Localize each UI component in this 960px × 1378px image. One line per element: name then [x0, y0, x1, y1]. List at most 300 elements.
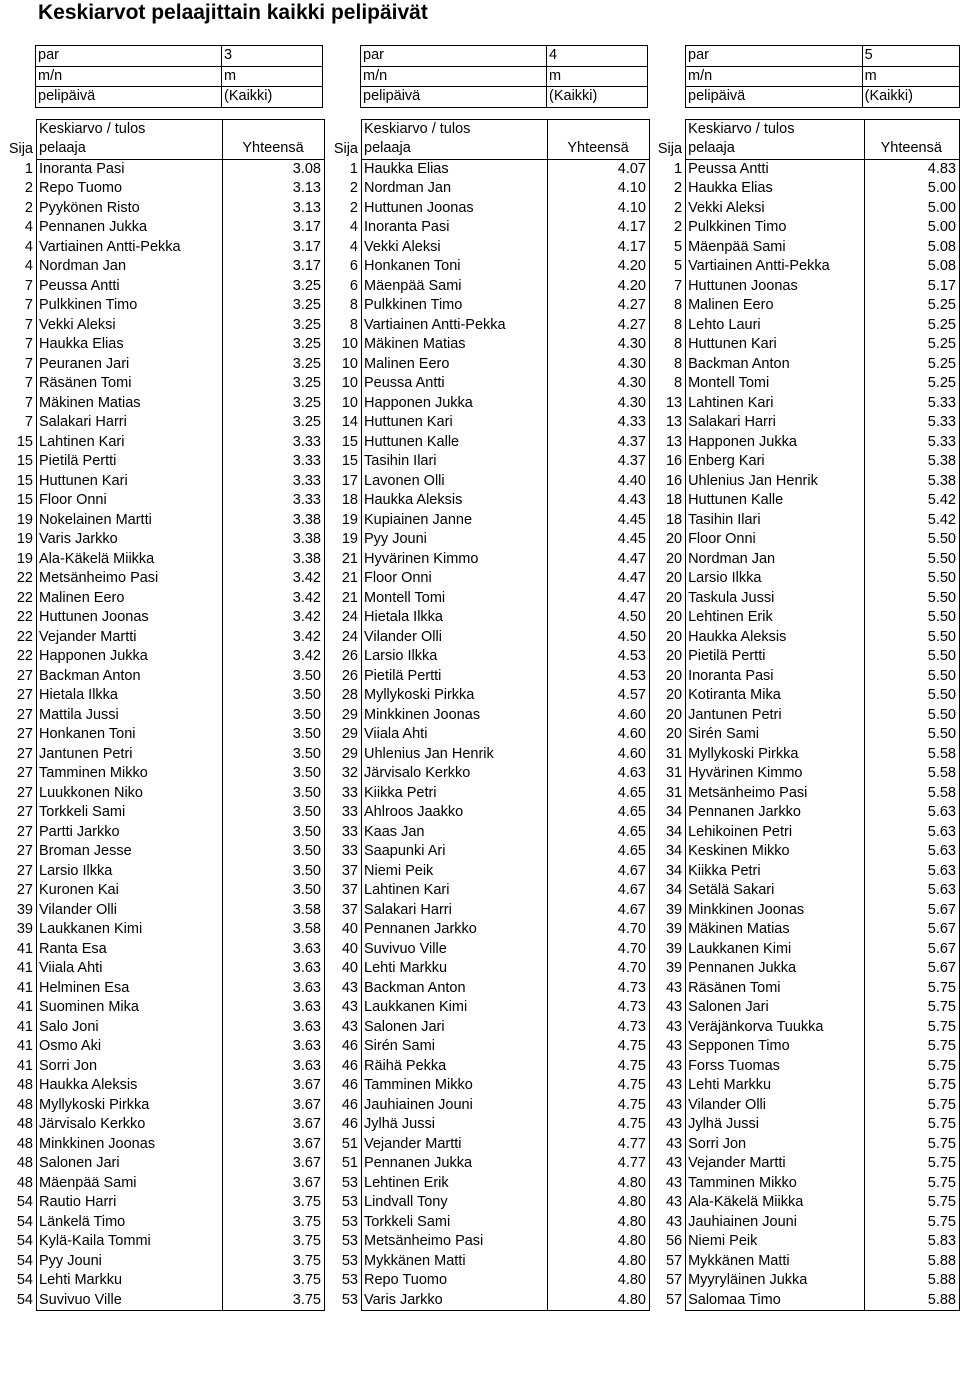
average-cell: 4.75 [548, 1076, 650, 1096]
average-cell: 5.75 [864, 1037, 959, 1057]
rank-cell: 6 [349, 258, 358, 275]
rank-cell: 4 [349, 238, 358, 255]
table-row [327, 589, 650, 609]
rank-cell: 37 [341, 901, 358, 918]
table-row [327, 1213, 650, 1233]
filter-label: m/n [361, 66, 547, 87]
table-row [2, 1057, 325, 1077]
rank-cell: 15 [16, 453, 33, 470]
filter-label: pelipäivä [36, 87, 222, 108]
rank-cell: 43 [665, 979, 683, 996]
average-cell: 5.75 [864, 998, 959, 1018]
table-row [327, 1232, 650, 1252]
average-cell: 4.53 [548, 647, 650, 667]
rank-cell: 18 [665, 511, 683, 528]
average-cell: 3.50 [223, 745, 325, 765]
average-cell: 3.13 [223, 179, 325, 199]
player-name-cell: Ahlroos Jaakko [362, 803, 548, 823]
player-name-cell: Malinen Eero [362, 355, 548, 375]
table-row [2, 218, 325, 238]
rank-cell: 51 [341, 1135, 358, 1152]
average-cell: 5.50 [864, 686, 959, 706]
average-cell: 4.80 [548, 1193, 650, 1213]
rank-cell: 19 [16, 550, 33, 567]
table-row [327, 413, 650, 433]
rank-cell: 7 [24, 277, 33, 294]
player-name-cell: Myllykoski Pirkka [686, 745, 865, 765]
rank-cell: 27 [16, 745, 33, 762]
average-cell: 4.53 [548, 667, 650, 687]
table-row [327, 901, 650, 921]
player-name-cell: Ala-Käkelä Miikka [686, 1193, 865, 1213]
filter-value[interactable]: m [547, 66, 648, 87]
average-cell: 5.67 [864, 901, 959, 921]
table-row [2, 823, 325, 843]
player-name-cell: Montell Tomi [686, 374, 865, 394]
player-name-cell: Salonen Jari [362, 1018, 548, 1038]
player-name-cell: Hyvärinen Kimmo [686, 764, 865, 784]
table-row [327, 316, 650, 336]
average-cell: 3.50 [223, 725, 325, 745]
player-name-cell: Vejander Martti [37, 628, 223, 648]
average-cell: 5.75 [864, 1213, 959, 1233]
average-cell: 4.60 [548, 725, 650, 745]
table-row [327, 1115, 650, 1135]
table-row [652, 433, 960, 453]
player-name-cell: Nordman Jan [686, 550, 865, 570]
player-name-cell: Hietala Ilkka [362, 608, 548, 628]
rank-cell: 16 [665, 472, 683, 489]
average-cell: 3.25 [223, 296, 325, 316]
player-name-cell: Veräjänkorva Tuukka [686, 1018, 865, 1038]
filter-label: par [361, 46, 547, 67]
rank-cell: 53 [341, 1174, 358, 1191]
table-row [2, 374, 325, 394]
rank-cell: 29 [341, 726, 358, 743]
player-name-cell: Lehtinen Erik [362, 1174, 548, 1194]
rank-cell: 4 [349, 219, 358, 236]
average-cell: 5.25 [864, 296, 959, 316]
player-name-cell: Suvivuo Ville [362, 940, 548, 960]
rank-cell: 43 [341, 999, 358, 1016]
average-cell: 3.33 [223, 452, 325, 472]
table-row [652, 764, 960, 784]
player-name-cell: Pulkkinen Timo [37, 296, 223, 316]
average-cell: 5.83 [864, 1232, 959, 1252]
player-header[interactable]: pelaaja [37, 139, 223, 159]
table-row [652, 355, 960, 375]
rank-cell: 20 [665, 726, 683, 743]
rank-cell: 43 [665, 1135, 683, 1152]
table-row [652, 1037, 960, 1057]
average-cell: 5.50 [864, 628, 959, 648]
rank-cell: 21 [341, 589, 358, 606]
table-row [327, 569, 650, 589]
table-row [327, 199, 650, 219]
rank-cell: 41 [16, 1057, 33, 1074]
player-name-cell: Jantunen Petri [37, 745, 223, 765]
player-name-cell: Sirén Sami [686, 725, 865, 745]
rank-cell: 43 [665, 1213, 683, 1230]
average-cell: 5.25 [864, 316, 959, 336]
table-row [2, 628, 325, 648]
rank-cell: 26 [341, 648, 358, 665]
table-row [652, 823, 960, 843]
player-name-cell: Pulkkinen Timo [686, 218, 865, 238]
filter-value[interactable]: (Kaikki) [862, 87, 959, 108]
player-name-cell: Tasihin Ilari [686, 511, 865, 531]
average-cell: 5.17 [864, 277, 959, 297]
table-row [2, 1096, 325, 1116]
filter-value[interactable]: (Kaikki) [547, 87, 648, 108]
table-row [652, 1076, 960, 1096]
table-row [2, 764, 325, 784]
average-cell: 4.10 [548, 199, 650, 219]
average-cell: 4.80 [548, 1291, 650, 1311]
rank-cell: 37 [341, 862, 358, 879]
average-cell: 3.50 [223, 842, 325, 862]
average-cell: 5.75 [864, 1115, 959, 1135]
rank-cell: 34 [665, 823, 683, 840]
table-row [652, 316, 960, 336]
rank-cell: 46 [341, 1077, 358, 1094]
average-cell: 3.38 [223, 511, 325, 531]
rank-cell: 40 [341, 921, 358, 938]
rank-cell: 57 [665, 1252, 683, 1269]
rank-cell: 43 [665, 1018, 683, 1035]
table-row [652, 979, 960, 999]
average-cell: 4.20 [548, 277, 650, 297]
player-name-cell: Montell Tomi [362, 589, 548, 609]
total-header: Yhteensä [223, 139, 325, 159]
player-name-cell: Haukka Aleksis [362, 491, 548, 511]
rank-cell: 32 [341, 765, 358, 782]
average-cell: 5.58 [864, 745, 959, 765]
player-name-cell: Pyy Jouni [37, 1252, 223, 1272]
rank-cell: 34 [665, 804, 683, 821]
average-cell: 4.80 [548, 1174, 650, 1194]
table-row [327, 940, 650, 960]
player-header[interactable]: pelaaja [686, 139, 865, 159]
table-row [327, 920, 650, 940]
filter-label: par [686, 46, 863, 67]
table-row [652, 959, 960, 979]
filter-value[interactable]: m [862, 66, 959, 87]
table-row [327, 1193, 650, 1213]
rank-cell: 19 [341, 531, 358, 548]
table-row [652, 881, 960, 901]
average-cell: 3.42 [223, 628, 325, 648]
filter-value[interactable]: 5 [862, 46, 959, 67]
filter-value[interactable]: (Kaikki) [222, 87, 323, 108]
rank-cell: 27 [16, 667, 33, 684]
rank-cell: 53 [341, 1213, 358, 1230]
table-row [327, 1037, 650, 1057]
rank-cell: 2 [674, 219, 683, 236]
rank-cell: 46 [341, 1096, 358, 1113]
rank-cell: 54 [16, 1194, 33, 1211]
table-row [2, 511, 325, 531]
rank-cell: 8 [674, 297, 683, 314]
player-name-cell: Honkanen Toni [362, 257, 548, 277]
table-row [327, 1271, 650, 1291]
measure-header[interactable]: Keskiarvo / tulos [686, 119, 865, 139]
table-row [327, 1076, 650, 1096]
player-name-cell: Viiala Ahti [362, 725, 548, 745]
rank-cell: 19 [16, 511, 33, 528]
player-name-cell: Hietala Ilkka [37, 686, 223, 706]
player-name-cell: Lahtinen Kari [37, 433, 223, 453]
table-row [652, 238, 960, 258]
table-row [327, 628, 650, 648]
table-row [2, 296, 325, 316]
table-row [2, 569, 325, 589]
table-row [652, 1232, 960, 1252]
rank-cell: 13 [665, 394, 683, 411]
average-cell: 5.63 [864, 803, 959, 823]
player-name-cell: Lahtinen Kari [686, 394, 865, 414]
rank-cell: 41 [16, 940, 33, 957]
player-name-cell: Minkkinen Joonas [686, 901, 865, 921]
table-row [2, 1291, 325, 1311]
rank-cell: 34 [665, 882, 683, 899]
rank-cell: 22 [16, 609, 33, 626]
average-cell: 3.17 [223, 238, 325, 258]
player-name-cell: Peussa Antti [37, 277, 223, 297]
rank-cell: 18 [341, 492, 358, 509]
average-cell: 5.08 [864, 257, 959, 277]
average-cell: 3.50 [223, 686, 325, 706]
filter-row [36, 66, 323, 87]
rank-cell: 2 [674, 180, 683, 197]
table-row [652, 296, 960, 316]
filter-value[interactable]: m [222, 66, 323, 87]
rank-cell: 20 [665, 628, 683, 645]
filter-value[interactable]: 3 [222, 46, 323, 67]
rank-cell: 39 [16, 901, 33, 918]
average-cell: 5.33 [864, 413, 959, 433]
table-row [2, 433, 325, 453]
table-row [652, 1154, 960, 1174]
rank-cell: 2 [24, 180, 33, 197]
table-row [2, 686, 325, 706]
table-row [2, 589, 325, 609]
rank-cell: 40 [341, 940, 358, 957]
player-name-cell: Mäenpää Sami [362, 277, 548, 297]
player-name-cell: Huttunen Kari [37, 472, 223, 492]
player-name-cell: Repo Tuomo [37, 179, 223, 199]
player-name-cell: Metsänheimo Pasi [362, 1232, 548, 1252]
average-cell: 5.50 [864, 530, 959, 550]
table-row [2, 959, 325, 979]
table-row [652, 1271, 960, 1291]
average-cell: 5.58 [864, 764, 959, 784]
table-row [652, 1291, 960, 1311]
average-cell: 3.67 [223, 1174, 325, 1194]
average-cell: 5.33 [864, 433, 959, 453]
average-cell: 4.67 [548, 901, 650, 921]
rank-cell: 19 [16, 531, 33, 548]
player-name-cell: Tamminen Mikko [362, 1076, 548, 1096]
rank-cell: 46 [341, 1116, 358, 1133]
player-name-cell: Sirén Sami [362, 1037, 548, 1057]
table-row [652, 647, 960, 667]
table-row [2, 355, 325, 375]
average-cell: 3.25 [223, 413, 325, 433]
average-cell: 4.75 [548, 1096, 650, 1116]
table-row [2, 647, 325, 667]
average-cell: 3.50 [223, 803, 325, 823]
average-cell: 5.67 [864, 920, 959, 940]
table-row [2, 491, 325, 511]
table-row [327, 667, 650, 687]
player-name-cell: Pulkkinen Timo [362, 296, 548, 316]
player-header[interactable]: pelaaja [362, 139, 548, 159]
results-table [327, 119, 650, 1312]
player-name-cell: Ranta Esa [37, 940, 223, 960]
table-row [2, 316, 325, 336]
average-cell: 4.47 [548, 550, 650, 570]
table-row [327, 179, 650, 199]
rank-cell: 1 [24, 160, 33, 177]
rank-cell: 34 [665, 843, 683, 860]
player-name-cell: Taskula Jussi [686, 589, 865, 609]
average-cell: 4.77 [548, 1154, 650, 1174]
rank-cell: 27 [16, 784, 33, 801]
rank-cell: 7 [674, 277, 683, 294]
average-cell: 4.27 [548, 316, 650, 336]
average-cell: 5.75 [864, 1076, 959, 1096]
rank-cell: 20 [665, 609, 683, 626]
player-name-cell: Jantunen Petri [686, 706, 865, 726]
average-cell: 3.67 [223, 1135, 325, 1155]
average-cell: 3.42 [223, 608, 325, 628]
rank-cell: 37 [341, 882, 358, 899]
table-row [327, 862, 650, 882]
measure-header[interactable]: Keskiarvo / tulos [37, 119, 223, 139]
player-name-cell: Sorri Jon [37, 1057, 223, 1077]
table-row [2, 238, 325, 258]
player-name-cell: Vekki Aleksi [37, 316, 223, 336]
player-name-cell: Mäenpää Sami [686, 238, 865, 258]
table-row [652, 901, 960, 921]
player-name-cell: Salo Joni [37, 1018, 223, 1038]
average-cell: 4.30 [548, 355, 650, 375]
player-name-cell: Torkkeli Sami [362, 1213, 548, 1233]
table-row [327, 491, 650, 511]
rank-cell: 7 [24, 336, 33, 353]
average-cell: 3.50 [223, 667, 325, 687]
rank-cell: 21 [341, 570, 358, 587]
rank-cell: 8 [674, 316, 683, 333]
table-row [2, 1271, 325, 1291]
table-row [2, 1213, 325, 1233]
table-row [652, 998, 960, 1018]
player-name-cell: Happonen Jukka [686, 433, 865, 453]
pivot-panel-par-3 [2, 45, 325, 1311]
table-row [652, 1252, 960, 1272]
average-cell: 3.50 [223, 862, 325, 882]
table-row [327, 706, 650, 726]
player-name-cell: Vilander Olli [362, 628, 548, 648]
average-cell: 4.37 [548, 433, 650, 453]
table-row [2, 979, 325, 999]
table-row [652, 277, 960, 297]
rank-cell: 10 [341, 355, 358, 372]
rank-cell: 46 [341, 1057, 358, 1074]
average-cell: 4.70 [548, 940, 650, 960]
table-row [652, 1057, 960, 1077]
results-table [652, 119, 960, 1312]
average-cell: 4.45 [548, 511, 650, 531]
player-name-cell: Lehikoinen Petri [686, 823, 865, 843]
average-cell: 5.38 [864, 452, 959, 472]
average-cell: 3.17 [223, 218, 325, 238]
rank-cell: 43 [665, 1174, 683, 1191]
rank-cell: 43 [665, 1077, 683, 1094]
player-name-cell: Viiala Ahti [37, 959, 223, 979]
average-cell: 3.50 [223, 784, 325, 804]
rank-cell: 41 [16, 979, 33, 996]
average-cell: 3.63 [223, 998, 325, 1018]
player-name-cell: Inoranta Pasi [362, 218, 548, 238]
player-name-cell: Salonen Jari [686, 998, 865, 1018]
rank-cell: 31 [665, 745, 683, 762]
average-cell: 4.73 [548, 1018, 650, 1038]
table-row [327, 1018, 650, 1038]
table-row [327, 1135, 650, 1155]
average-cell: 5.25 [864, 335, 959, 355]
player-name-cell: Suominen Mika [37, 998, 223, 1018]
player-name-cell: Jauhiainen Jouni [362, 1096, 548, 1116]
rank-cell: 24 [341, 628, 358, 645]
average-cell: 5.63 [864, 862, 959, 882]
rank-cell: 53 [341, 1252, 358, 1269]
player-name-cell: Lindvall Tony [362, 1193, 548, 1213]
average-cell: 3.13 [223, 199, 325, 219]
filter-table [360, 45, 648, 108]
table-row [2, 452, 325, 472]
header-row [327, 139, 650, 159]
table-row [327, 803, 650, 823]
rank-cell: 48 [16, 1096, 33, 1113]
player-name-cell: Salakari Harri [362, 901, 548, 921]
rank-cell: 53 [341, 1233, 358, 1250]
average-cell: 4.80 [548, 1252, 650, 1272]
rank-cell: 33 [341, 784, 358, 801]
average-cell: 3.67 [223, 1076, 325, 1096]
rank-cell: 43 [665, 1096, 683, 1113]
rank-cell: 20 [665, 531, 683, 548]
filter-value[interactable]: 4 [547, 46, 648, 67]
table-row [652, 803, 960, 823]
measure-header[interactable]: Keskiarvo / tulos [362, 119, 548, 139]
player-name-cell: Suvivuo Ville [37, 1291, 223, 1311]
average-cell: 3.63 [223, 1037, 325, 1057]
rank-cell: 8 [349, 297, 358, 314]
rank-cell: 4 [24, 238, 33, 255]
average-cell: 4.17 [548, 218, 650, 238]
rank-cell: 1 [674, 160, 683, 177]
filter-label: par [36, 46, 222, 67]
table-row [327, 1096, 650, 1116]
player-name-cell: Osmo Aki [37, 1037, 223, 1057]
table-row [327, 238, 650, 258]
table-row [327, 842, 650, 862]
player-name-cell: Salakari Harri [37, 413, 223, 433]
player-name-cell: Pennanen Jukka [686, 959, 865, 979]
player-name-cell: Tamminen Mikko [37, 764, 223, 784]
